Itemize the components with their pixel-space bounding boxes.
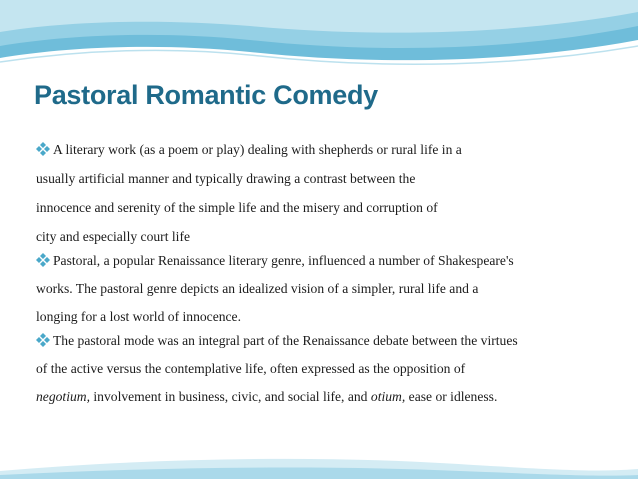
bullet-line [36,327,611,355]
bullet-text: The pastoral mode was an integral part of the Renaissance debate between the virtues [53,333,518,348]
bullet-text: Pastoral, a popular Renaissance literary genre, influenced a number of Shakespeare's [53,253,514,268]
top-wave-decoration [0,0,638,72]
bullet-line [36,247,611,275]
bullet-text-line [36,383,611,411]
diamond-bullet-icon [36,142,50,156]
bullet-text-line: works. The pastoral genre depicts an idealized vision of a simpler, rural life and a [36,281,479,296]
bullet-text-fragment: involvement in business, civic, and social life, and [90,389,371,404]
bullet-item-3 [36,327,611,411]
bottom-wave-decoration [0,449,638,479]
negotium-term: negotium, [36,389,90,404]
bullet-text-line: city and especially court life [36,229,190,244]
bullet-list [36,135,611,411]
bullet-text-line: of the active versus the contemplative life, often expressed as the opposition of [36,361,466,376]
diamond-bullet-icon [36,253,50,267]
bullet-text: A literary work (as a poem or play) dealing with shepherds or rural life in a [53,142,462,157]
slide-title: Pastoral Romantic Comedy [34,80,378,110]
bullet-text-line: innocence and serenity of the simple life and the misery and corruption of [36,200,438,215]
bullet-item-1 [36,135,611,251]
bullet-text-line: usually artificial manner and typically drawing a contrast between the [36,171,416,186]
bullet-text-line: longing for a lost world of innocence. [36,309,241,324]
bullet-item-2 [36,247,611,331]
bullet-line [36,135,611,164]
diamond-bullet-icon [36,333,50,347]
otium-term: otium, [370,389,406,404]
bullet-text-fragment: ease or idleness. [405,389,498,404]
